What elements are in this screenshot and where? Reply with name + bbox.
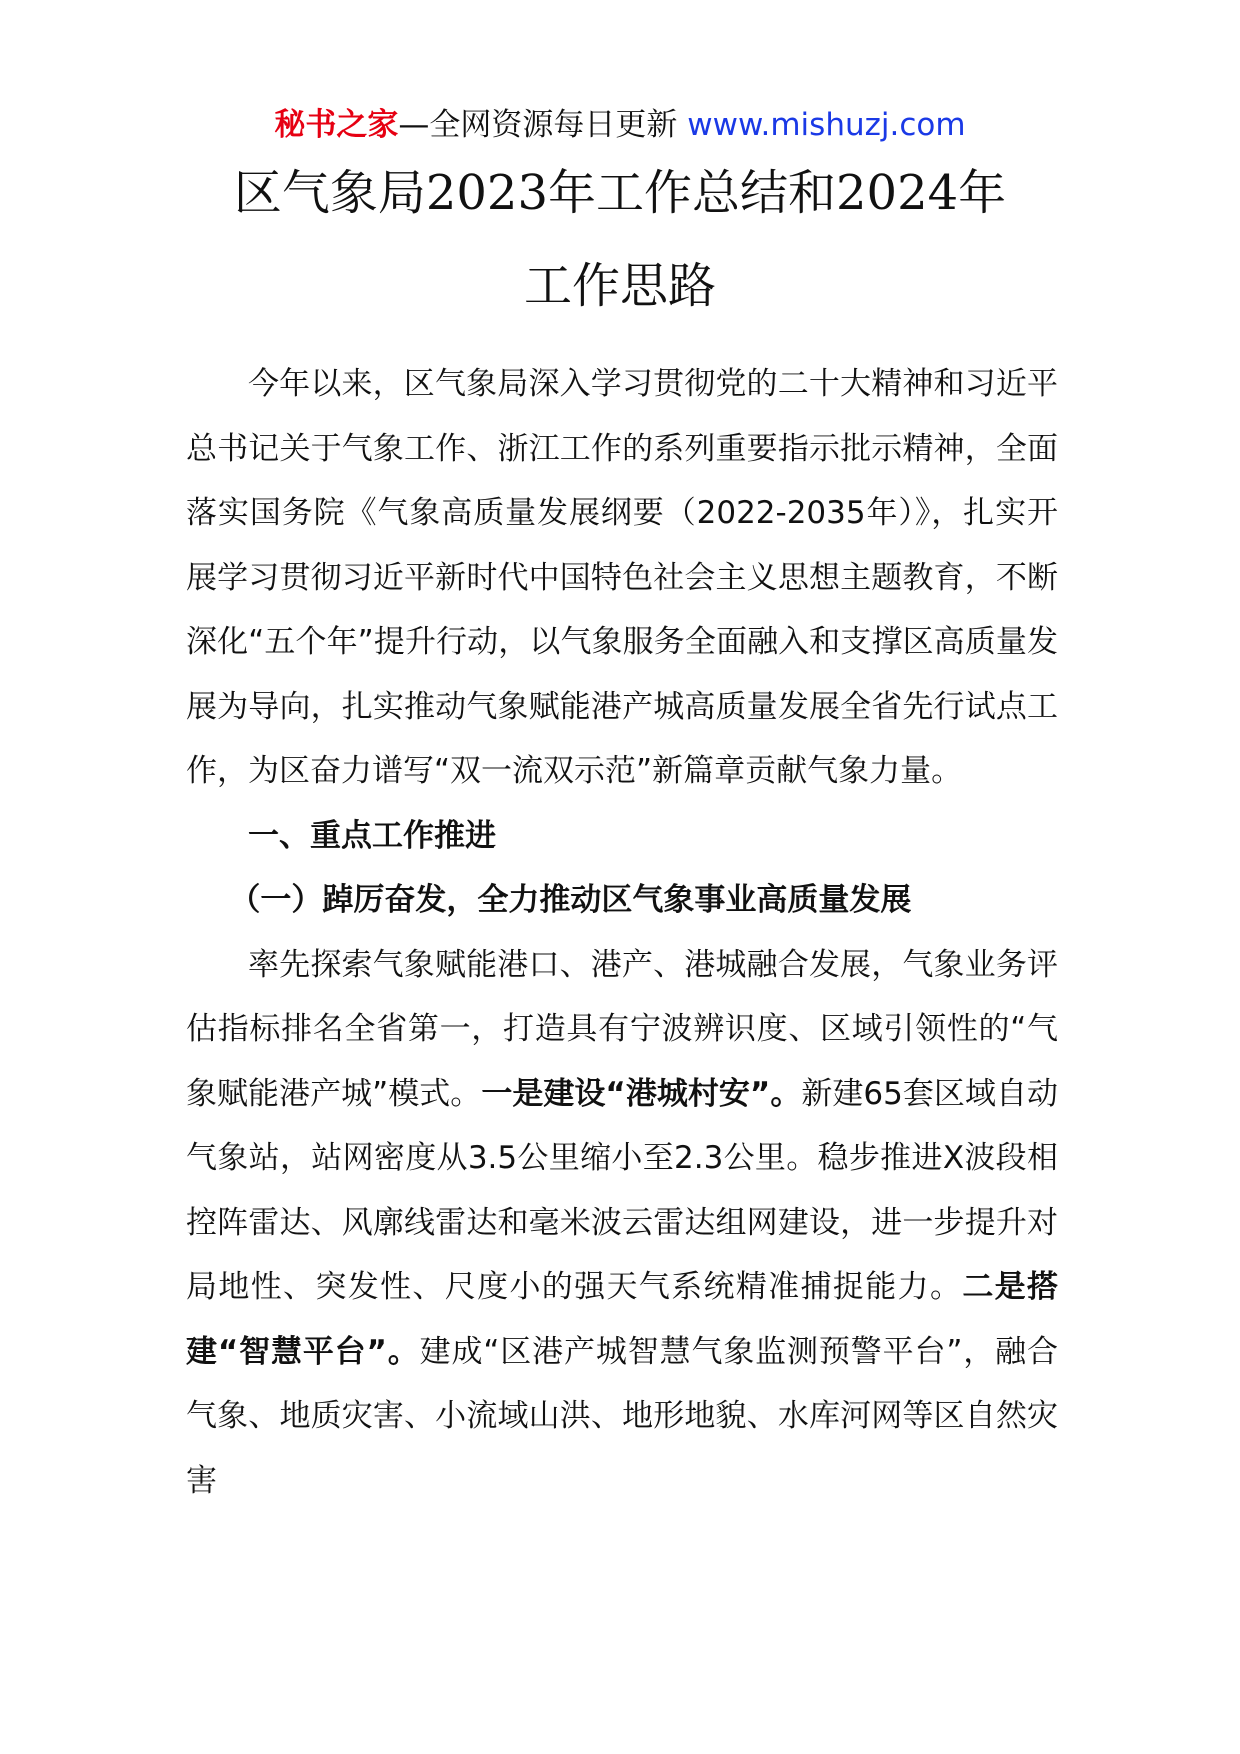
body-paragraph bbox=[186, 933, 1058, 1514]
document-body bbox=[186, 352, 1058, 1513]
paragraph-text: 建成“区港产城智慧气象监测预警平台”，融合气象、地质灾害、小流域山洪、地形地貌、水库河网等区自然灾害 bbox=[186, 1333, 1058, 1499]
site-brand: 秘书之家 bbox=[274, 107, 399, 143]
site-tagline: —全网资源每日更新 bbox=[398, 107, 678, 143]
document-title-line1: 区气象局2023年工作总结和2024年 bbox=[233, 165, 1007, 221]
paragraph-text: 率先探索气象赋能港口、港产、港城融合发展，气象业务评估指标排名全省第一，打造具有宁波辨识度、区域引领性的“气象赋能港产城”模式。 bbox=[186, 946, 1058, 1112]
site-url-link[interactable]: www.mishuzj.com bbox=[687, 107, 966, 143]
section-heading: 一、重点工作推进 bbox=[248, 817, 496, 854]
paragraph-bold-point: 二是搭建“智慧平台”。 bbox=[186, 1269, 1059, 1370]
intro-paragraph: 今年以来，区气象局深入学习贯彻党的二十大精神和习近平总书记关于气象工作、浙江工作的系列重要指示批示精神，全面落实国务院《气象高质量发展纲要（2022-2035年）》，扎实开展学习贯彻习近平新时代中国特色社会主义思想主题教育，不断深化“五个年”提升行动，以气象服务全面融入和支撑区高质量发展为导向，扎实推动气象赋能港产城高质量发展全省先行试点工作，为区奋力谱写“双一流双示范”新篇章贡献气象力量。 bbox=[186, 366, 1058, 789]
site-header bbox=[0, 104, 1240, 146]
paragraph-text: 新建65套区域自动气象站，站网密度从3.5公里缩小至2.3公里。稳步推进X波段相控阵雷达、风廓线雷达和毫米波云雷达组网建设，进一步提升对局地性、突发性、尺度小的强天气系统精准捕捉能力。 bbox=[186, 1075, 1059, 1305]
subsection-heading: （一）踔厉奋发，全力推动区气象事业高质量发展 bbox=[229, 882, 912, 918]
paragraph-bold-point: 一是建设“港城村安”。 bbox=[481, 1075, 802, 1112]
document-title-line2: 工作思路 bbox=[523, 258, 716, 314]
